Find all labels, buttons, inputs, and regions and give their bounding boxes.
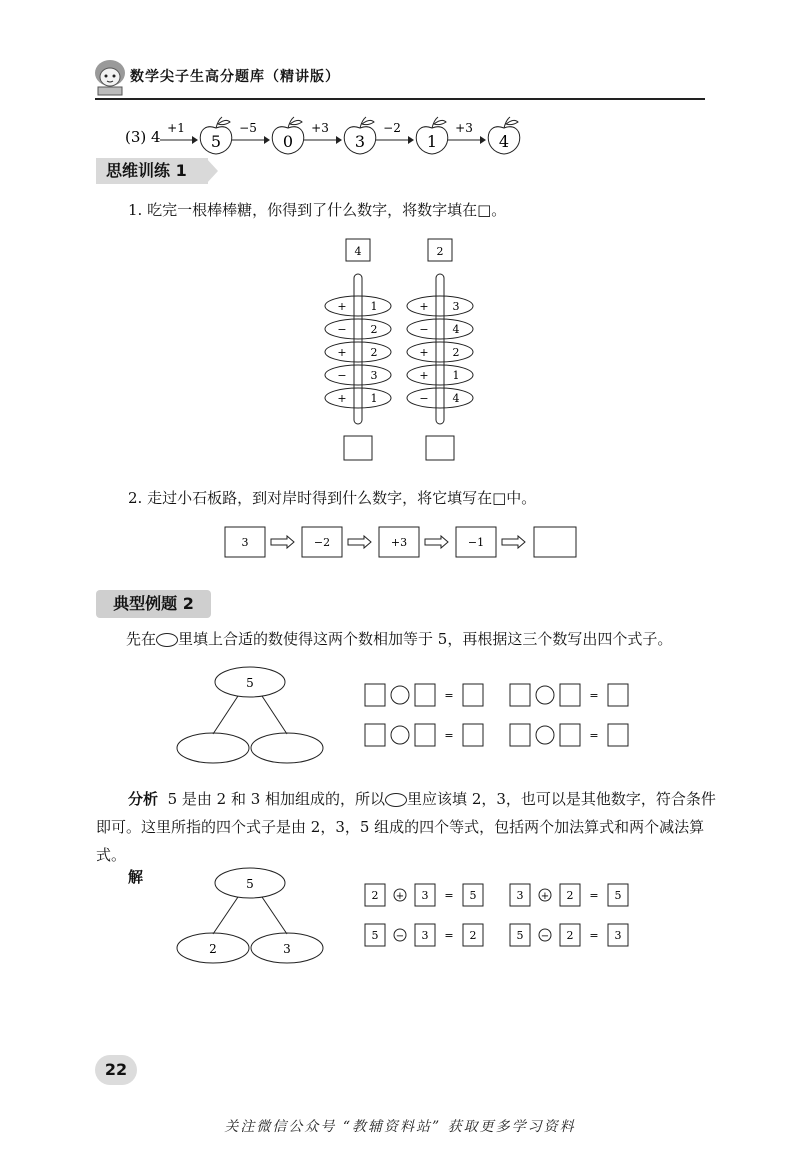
- equation-box[interactable]: [510, 724, 530, 746]
- lollipop-ring: [325, 296, 391, 316]
- solution-tree-left: 2: [209, 942, 217, 956]
- lollipop-ring: [325, 319, 391, 339]
- analysis-label: 分析: [128, 790, 159, 808]
- equation-box[interactable]: [463, 724, 483, 746]
- header-title: 数学尖子生高分题库（精讲版）: [130, 69, 340, 85]
- lollipop-op-sign: +: [419, 346, 429, 359]
- equals-sign: =: [444, 929, 454, 942]
- equals-sign: =: [589, 729, 599, 742]
- page-number: 22: [95, 1055, 137, 1085]
- equation-result: 3: [614, 929, 622, 942]
- equation-operator: −: [395, 931, 405, 942]
- equation-operand: 2: [371, 889, 379, 902]
- operator-circle[interactable]: [391, 726, 409, 744]
- hollow-arrow-icon: [425, 536, 448, 548]
- analysis-text-after: 里应该填 2，3，也可以是其他数字，符合条件即可。这里所指的四个式子是由 2，3，5 组成的四个等式，包括两个加法算式和两个减法算式。: [96, 790, 716, 864]
- stone-value: +3: [390, 536, 408, 549]
- tag-arrow-icon: [206, 158, 218, 184]
- lollipop-answer-box[interactable]: [344, 436, 372, 460]
- hollow-arrow-icon: [271, 536, 294, 548]
- equation-box[interactable]: [560, 724, 580, 746]
- lollipop-op-value: 3: [370, 369, 378, 382]
- stone-path: [220, 525, 590, 561]
- lollipop-ring: [325, 365, 391, 385]
- equation-box[interactable]: [510, 684, 530, 706]
- equation-operator: +: [540, 891, 550, 902]
- sequence-label: (3) 4: [125, 128, 161, 146]
- equation-operand: 2: [566, 889, 574, 902]
- arrow-head-icon: [408, 136, 414, 144]
- oval-icon: [156, 633, 178, 647]
- operator-circle[interactable]: [391, 686, 409, 704]
- sequence-op: −2: [383, 121, 401, 135]
- solution-label: 解: [128, 868, 144, 886]
- apple-result: 3: [354, 132, 366, 151]
- example-tree: [175, 664, 325, 764]
- lollipop-op-sign: −: [337, 369, 347, 382]
- arrow-head-icon: [336, 136, 342, 144]
- stone-value: −1: [467, 536, 485, 549]
- header-rule: [95, 98, 705, 100]
- lollipop-op-sign: +: [419, 369, 429, 382]
- stone-value: 3: [241, 536, 249, 549]
- blank-oval-left[interactable]: [177, 733, 249, 763]
- lollipop-ring: [407, 296, 473, 316]
- example-text: [126, 628, 672, 649]
- equals-sign: =: [589, 929, 599, 942]
- lollipop-op-value: 2: [370, 323, 378, 336]
- sequence-op: +3: [311, 121, 329, 135]
- equals-sign: =: [444, 689, 454, 702]
- analysis-paragraph: [96, 785, 716, 869]
- footer-text: 关注微信公众号 “教辅资料站” 获取更多学习资料: [224, 1119, 576, 1135]
- lollipop-start-value: 2: [436, 245, 444, 258]
- lollipop-op-sign: +: [337, 300, 347, 313]
- solution-tree-top: 5: [246, 877, 254, 891]
- lollipop-op-value: 3: [452, 300, 460, 313]
- apple-sequence: [125, 112, 545, 158]
- operator-circle[interactable]: [536, 726, 554, 744]
- question-1-text: 1. 吃完一根棒棒糖，你得到了什么数字，将数字填在□。: [128, 201, 507, 219]
- equation-box[interactable]: [415, 684, 435, 706]
- lollipop-op-value: 1: [370, 392, 378, 405]
- equals-sign: =: [589, 689, 599, 702]
- sequence-op: +3: [455, 121, 473, 135]
- lollipop-ring: [407, 388, 473, 408]
- arrow-head-icon: [480, 136, 486, 144]
- apple-leaf-icon: [290, 120, 302, 124]
- equation-operand: 3: [421, 889, 429, 902]
- equation-box[interactable]: [608, 724, 628, 746]
- lollipop-diagram: [320, 238, 500, 463]
- equation-box[interactable]: [560, 684, 580, 706]
- example-tree-top: 5: [246, 676, 254, 690]
- equation-operator: +: [395, 891, 405, 902]
- solution-tree-right: 3: [283, 942, 291, 956]
- lollipop-ring: [407, 342, 473, 362]
- equation-result: 5: [469, 889, 477, 902]
- lollipop-op-value: 4: [452, 392, 460, 405]
- equation-result: 5: [614, 889, 622, 902]
- apple-leaf-icon: [506, 120, 518, 124]
- equation-box[interactable]: [463, 684, 483, 706]
- equation-box[interactable]: [608, 684, 628, 706]
- lollipop-answer-box[interactable]: [426, 436, 454, 460]
- lollipop-op-sign: −: [419, 323, 429, 336]
- hollow-arrow-icon: [502, 536, 525, 548]
- lollipop-op-value: 2: [370, 346, 378, 359]
- apple-result: 5: [210, 132, 222, 151]
- operator-circle[interactable]: [536, 686, 554, 704]
- apple-leaf-icon: [362, 120, 374, 124]
- lollipop-op-sign: −: [419, 392, 429, 405]
- lollipop-op-sign: +: [419, 300, 429, 313]
- question-2-text: 2. 走过小石板路，到对岸时得到什么数字，将它填写在□中。: [128, 489, 537, 507]
- equals-sign: =: [444, 729, 454, 742]
- equation-operator: −: [540, 931, 550, 942]
- blank-oval-right[interactable]: [251, 733, 323, 763]
- equation-box[interactable]: [415, 724, 435, 746]
- equals-sign: =: [444, 889, 454, 902]
- lollipop-op-value: 2: [452, 346, 460, 359]
- example-text-before: 先在: [126, 630, 157, 648]
- apple-result: 1: [426, 132, 438, 151]
- stone-answer-box[interactable]: [534, 527, 576, 557]
- arrow-head-icon: [264, 136, 270, 144]
- section-tag-thinking-training: 思维训练 1: [96, 158, 208, 184]
- lollipop-op-value: 1: [370, 300, 378, 313]
- equation-operand: 5: [516, 929, 524, 942]
- equation-operand: 3: [516, 889, 524, 902]
- sequence-op: −5: [239, 121, 257, 135]
- stone-value: −2: [313, 536, 331, 549]
- lollipop-op-value: 4: [452, 323, 460, 336]
- apple-leaf-icon: [218, 120, 230, 124]
- solution-equations: [360, 881, 640, 951]
- lollipop-ring: [325, 342, 391, 362]
- example-equations-blank: [360, 680, 640, 750]
- mascot-icon: [92, 58, 128, 98]
- equation-operand: 2: [566, 929, 574, 942]
- equation-box[interactable]: [365, 724, 385, 746]
- apple-leaf-icon: [434, 120, 446, 124]
- equation-result: 2: [469, 929, 477, 942]
- apple-result: 0: [282, 132, 294, 151]
- equals-sign: =: [589, 889, 599, 902]
- equation-operand: 5: [371, 929, 379, 942]
- arrow-head-icon: [192, 136, 198, 144]
- lollipop-op-sign: +: [337, 346, 347, 359]
- lollipop-ring: [325, 388, 391, 408]
- lollipop-start-value: 4: [354, 245, 362, 258]
- example-text-after: 里填上合适的数使得这两个数相加等于 5，再根据这三个数写出四个式子。: [178, 630, 673, 648]
- lollipop-op-sign: −: [337, 323, 347, 336]
- lollipop-op-value: 1: [452, 369, 460, 382]
- sequence-op: +1: [167, 121, 185, 135]
- lollipop-ring: [407, 319, 473, 339]
- lollipop-op-sign: +: [337, 392, 347, 405]
- apple-result: 4: [498, 132, 510, 151]
- equation-operand: 3: [421, 929, 429, 942]
- hollow-arrow-icon: [348, 536, 371, 548]
- lollipop-ring: [407, 365, 473, 385]
- analysis-text-before: 5 是由 2 和 3 相加组成的，所以: [167, 790, 386, 808]
- solution-tree: [175, 866, 325, 966]
- section-tag-example: 典型例题 2: [96, 590, 211, 618]
- equation-box[interactable]: [365, 684, 385, 706]
- oval-icon: [385, 793, 407, 807]
